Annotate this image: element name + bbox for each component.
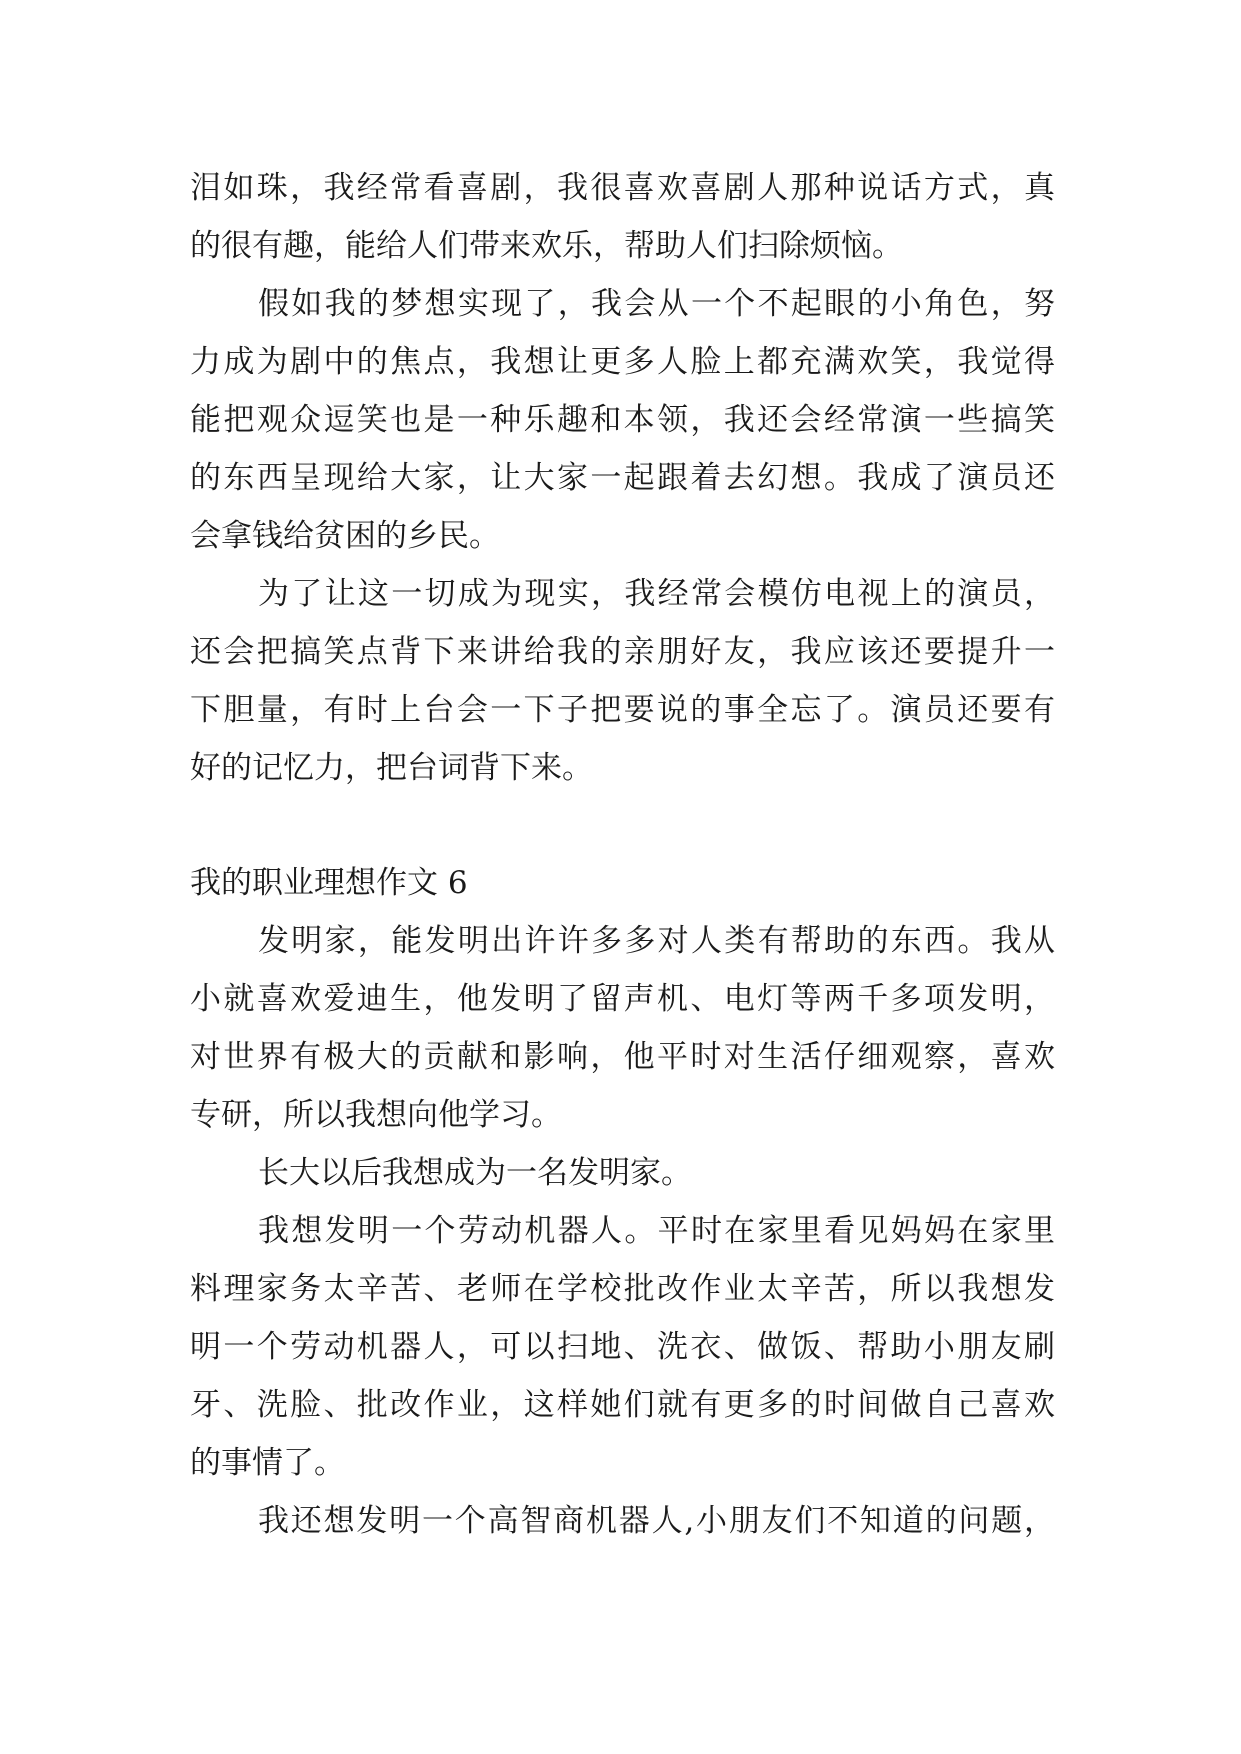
text-line-16: 长大以后我想成为一名发明家。	[258, 1155, 692, 1191]
text-line-4: 力成为剧中的焦点，我想让更多人脸上都充满欢笑，我觉得	[190, 344, 1055, 380]
text-line-17: 我想发明一个劳动机器人。平时在家里看见妈妈在家里	[258, 1213, 1055, 1249]
section-heading: 我的职业理想作文 6	[190, 865, 468, 901]
text-line-10: 下胆量，有时上台会一下子把要说的事全忘了。演员还要有	[190, 692, 1055, 728]
text-line-1: 泪如珠，我经常看喜剧，我很喜欢喜剧人那种说话方式，真	[190, 170, 1055, 206]
text-line-9: 还会把搞笑点背下来讲给我的亲朋好友，我应该还要提升一	[190, 634, 1055, 670]
text-line-14: 对世界有极大的贡献和影响，他平时对生活仔细观察，喜欢	[190, 1039, 1055, 1075]
text-line-20: 牙、洗脸、批改作业，这样她们就有更多的时间做自己喜欢	[190, 1387, 1055, 1423]
text-line-22: 我还想发明一个高智商机器人,小朋友们不知道的问题，	[258, 1503, 1055, 1539]
text-line-15: 专研，所以我想向他学习。	[190, 1097, 562, 1133]
text-line-18: 料理家务太辛苦、老师在学校批改作业太辛苦，所以我想发	[190, 1271, 1055, 1307]
text-line-6: 的东西呈现给大家，让大家一起跟着去幻想。我成了演员还	[190, 460, 1055, 496]
text-line-3: 假如我的梦想实现了，我会从一个不起眼的小角色，努	[258, 286, 1055, 322]
text-line-8: 为了让这一切成为现实，我经常会模仿电视上的演员，	[258, 576, 1055, 612]
text-line-7: 会拿钱给贫困的乡民。	[190, 518, 500, 554]
text-line-12: 发明家，能发明出许许多多对人类有帮助的东西。我从	[258, 923, 1055, 959]
text-line-21: 的事情了。	[190, 1445, 345, 1481]
text-line-13: 小就喜欢爱迪生，他发明了留声机、电灯等两千多项发明，	[190, 981, 1055, 1017]
text-line-2: 的很有趣，能给人们带来欢乐，帮助人们扫除烦恼。	[190, 228, 903, 264]
text-line-5: 能把观众逗笑也是一种乐趣和本领，我还会经常演一些搞笑	[190, 402, 1055, 438]
text-line-19: 明一个劳动机器人，可以扫地、洗衣、做饭、帮助小朋友刷	[190, 1329, 1055, 1365]
text-line-11: 好的记忆力，把台词背下来。	[190, 750, 593, 786]
